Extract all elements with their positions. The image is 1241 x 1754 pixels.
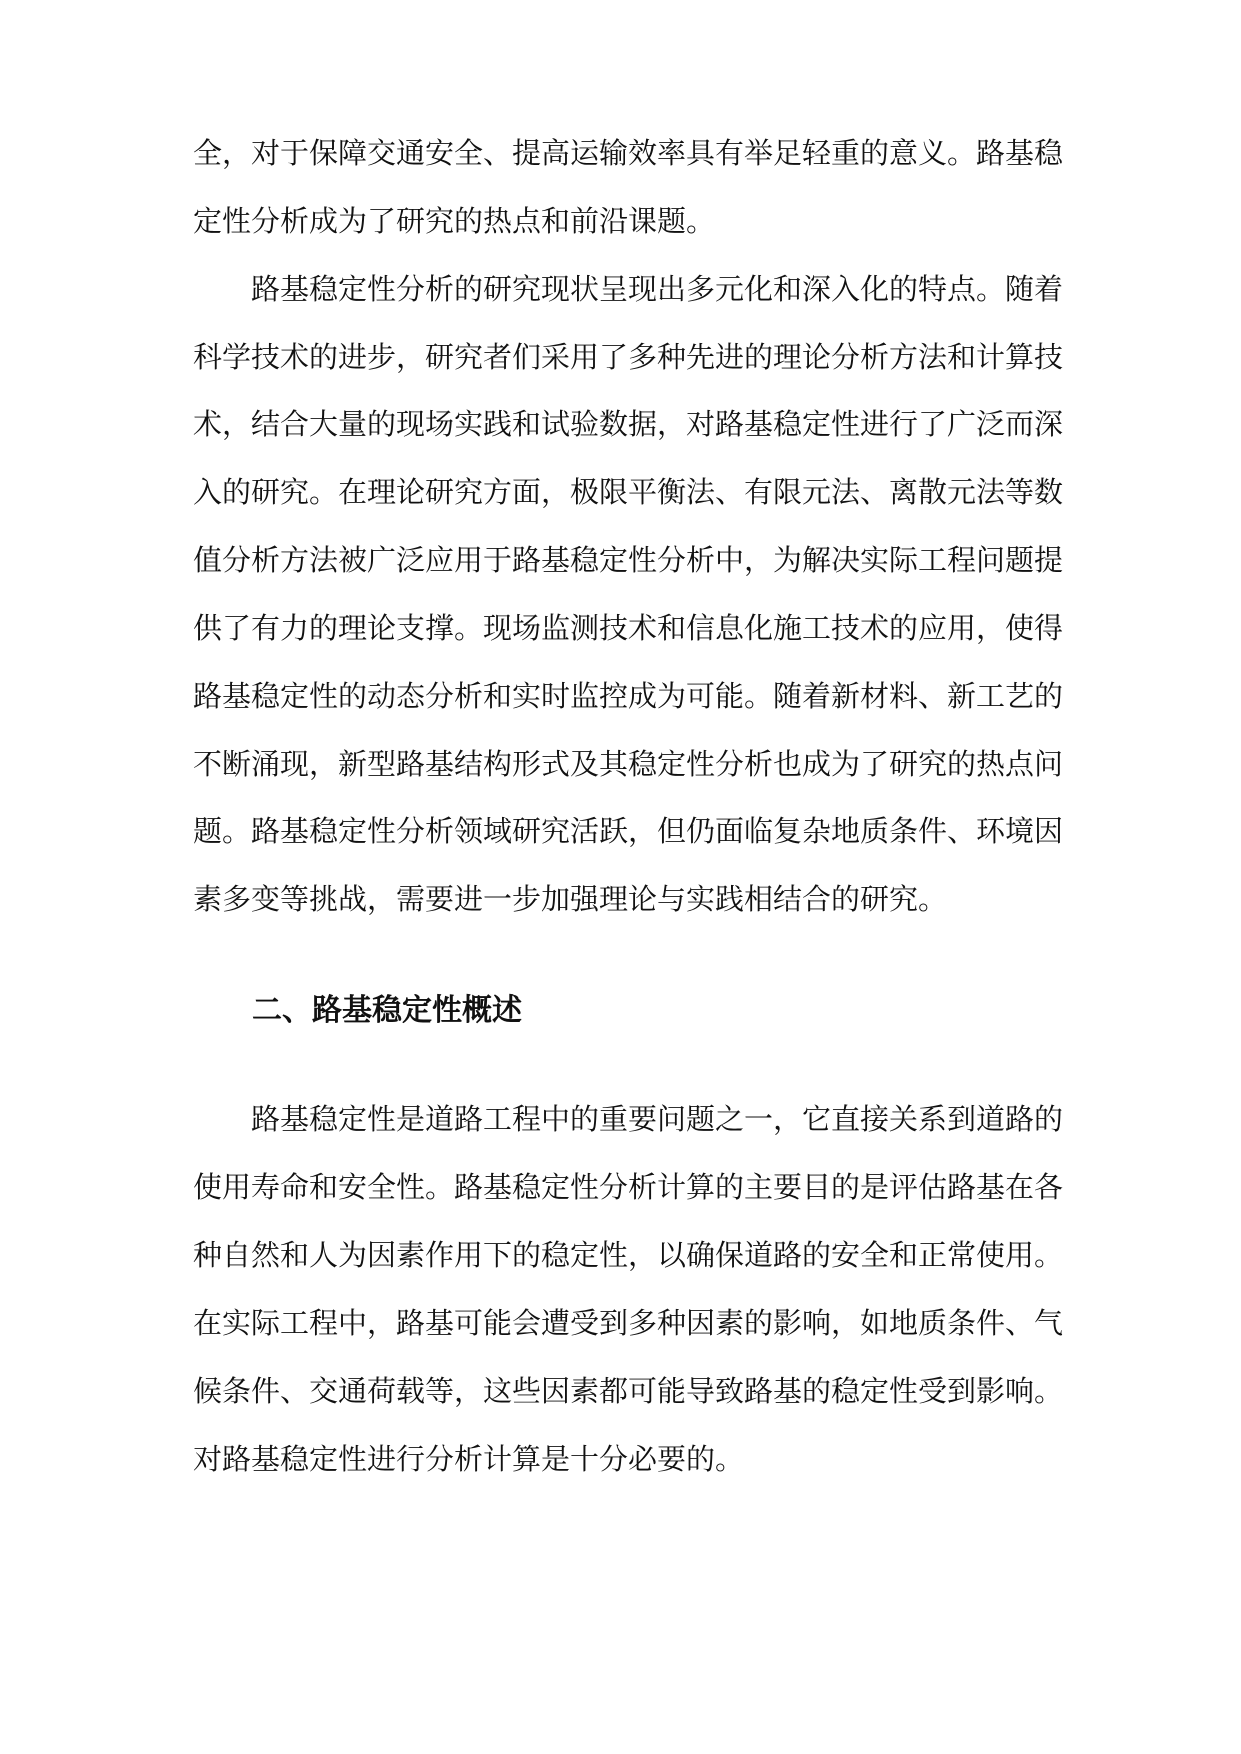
paragraph-1-line-2: 定性分析成为了研究的热点和前沿课题。: [193, 204, 716, 238]
paragraph-2-line-3: 术，结合大量的现场实践和试验数据，对路基稳定性进行了广泛而深: [193, 407, 1064, 441]
paragraph-2-line-8: 不断涌现，新型路基结构形式及其稳定性分析也成为了研究的热点问: [193, 747, 1064, 781]
paragraph-1-line-1: 全，对于保障交通安全、提高运输效率具有举足轻重的意义。路基稳: [193, 136, 1064, 170]
paragraph-2-line-2: 科学技术的进步，研究者们采用了多种先进的理论分析方法和计算技: [193, 340, 1064, 374]
paragraph-3-line-3: 种自然和人为因素作用下的稳定性，以确保道路的安全和正常使用。: [193, 1238, 1064, 1272]
paragraph-3-line-6: 对路基稳定性进行分析计算是十分必要的。: [193, 1442, 745, 1476]
paragraph-2-line-7: 路基稳定性的动态分析和实时监控成为可能。随着新材料、新工艺的: [193, 679, 1064, 713]
paragraph-2-line-5: 值分析方法被广泛应用于路基稳定性分析中，为解决实际工程问题提: [193, 543, 1064, 577]
paragraph-3-line-5: 候条件、交通荷载等，这些因素都可能导致路基的稳定性受到影响。: [193, 1374, 1064, 1408]
paragraph-2-line-1: 路基稳定性分析的研究现状呈现出多元化和深入化的特点。随着: [193, 272, 1064, 306]
paragraph-2-line-10: 素多变等挑战，需要进一步加强理论与实践相结合的研究。: [193, 882, 948, 916]
paragraph-2-line-6: 供了有力的理论支撑。现场监测技术和信息化施工技术的应用，使得: [193, 611, 1064, 645]
paragraph-2-line-4: 入的研究。在理论研究方面，极限平衡法、有限元法、离散元法等数: [193, 475, 1064, 509]
section-heading: 二、路基稳定性概述: [252, 993, 522, 1028]
paragraph-3-line-2: 使用寿命和安全性。路基稳定性分析计算的主要目的是评估路基在各: [193, 1170, 1064, 1204]
paragraph-2-line-9: 题。路基稳定性分析领域研究活跃，但仍面临复杂地质条件、环境因: [193, 814, 1064, 848]
paragraph-3-line-4: 在实际工程中，路基可能会遭受到多种因素的影响，如地质条件、气: [193, 1306, 1064, 1340]
paragraph-3-line-1: 路基稳定性是道路工程中的重要问题之一，它直接关系到道路的: [193, 1102, 1064, 1136]
